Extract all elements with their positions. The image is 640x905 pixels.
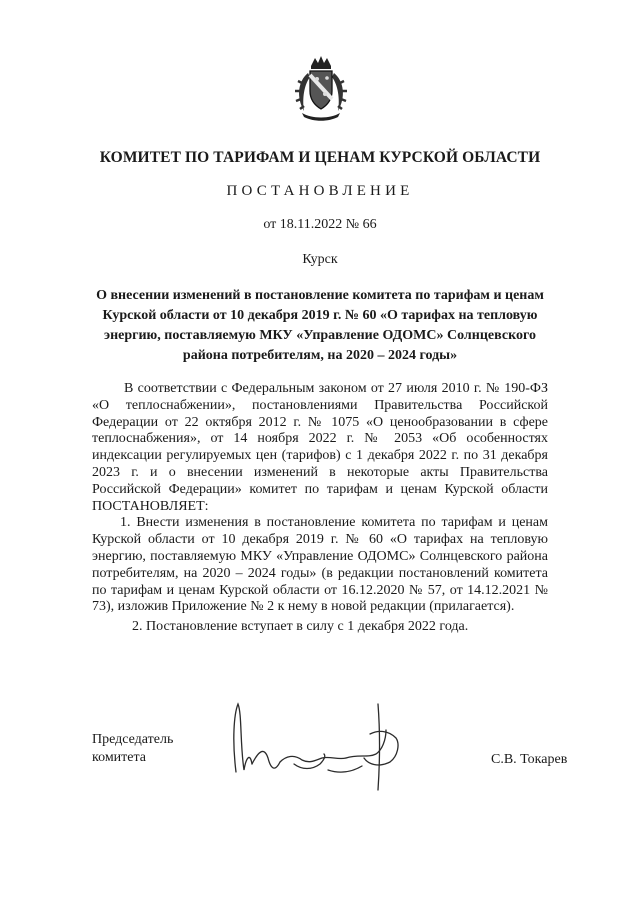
document-city: Курск: [302, 252, 338, 267]
signatory-position-line2: комитета: [92, 750, 147, 765]
signatory-position: [92, 731, 173, 767]
resolution-item-1: 1. Внести изменения в постановление комитета по тарифам и ценам Курской области от 10 декабря 2019 г. № 60 «О тарифах на тепловую энергию, поставляемую МКУ «Управление ОДОМС» Солнцевского района потребителям, на 2020 – 2024 годы» (в редакции постановлений комитета по тарифам и ценам Курской области от 16.12.2020 № 57, от 14.12.2021 № 73), изложив Приложение № 2 к нему в новой редакции (прилагается).: [92, 515, 548, 615]
signatory-name: С.В. Токарев: [491, 752, 568, 767]
document-body: [92, 381, 548, 636]
handwritten-signature: [228, 700, 410, 796]
document-title: О внесении изменений в постановление комитета по тарифам и ценам Курской области от 10 декабря 2019 г. № 60 «О тарифах на тепловую энергию, поставляемую МКУ «Управление ОДОМС» Солнцевского района потребителям, на 2020 – 2024 годы»: [96, 288, 544, 363]
resolution-item-2: 2. Постановление вступает в силу с 1 декабря 2022 года.: [132, 619, 469, 635]
preamble-paragraph: В соответствии с Федеральным законом от 27 июля 2010 г. № 190-ФЗ «О теплоснабжении», постановлениями Правительства Российской Федерации от 22 октября 2012 г. № 1075 «О ценообразовании в сфере теплоснабжения», от 14 ноября 2022 г. № 2053 «Об особенностях индексации регулируемых цен (тарифов) с 1 декабря 2022 г. по 31 декабря 2023 г. и о внесении изменений в некоторые акты Правительства Российской Федерации» комитет по тарифам и ценам Курской области ПОСТАНОВЛЯЕТ:: [92, 381, 548, 514]
committee-name: КОМИТЕТ ПО ТАРИФАМ И ЦЕНАМ КУРСКОЙ ОБЛАСТИ: [99, 149, 541, 166]
document-type: ПОСТАНОВЛЕНИЕ: [226, 183, 414, 199]
signatory-position-line1: Председатель: [92, 732, 174, 747]
document-date-number: от 18.11.2022 № 66: [263, 217, 377, 232]
coat-of-arms-icon: [294, 53, 348, 123]
